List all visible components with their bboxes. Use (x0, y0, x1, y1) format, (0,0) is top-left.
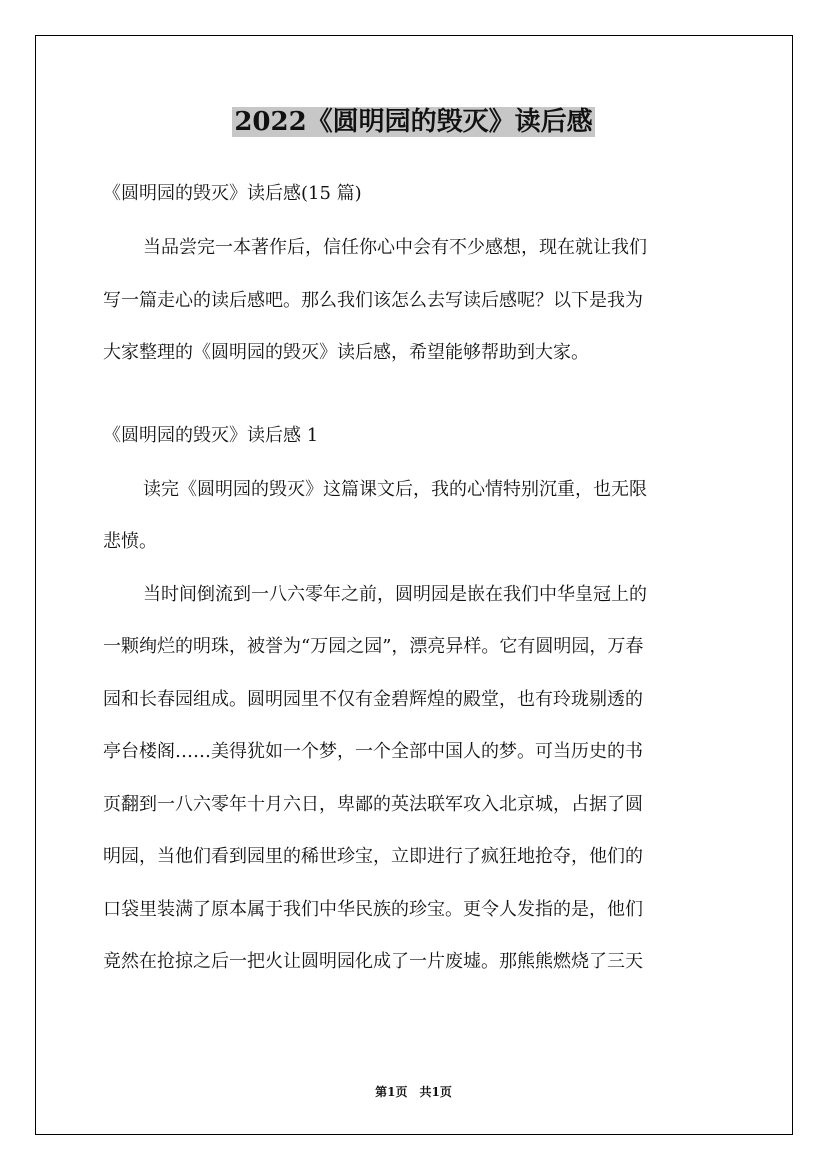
paragraph-line: 当时间倒流到一八六零年之前，圆明园是嵌在我们中华皇冠上的 (143, 583, 647, 605)
paragraph-line: 一颗绚烂的明珠，被誉为“万园之园”，漂亮异样。它有圆明园，万春 (103, 636, 644, 657)
paragraph-line: 明园，当他们看到园里的稀世珍宝，立即进行了疯狂地抢夺，他们的 (103, 846, 643, 867)
document-title (0, 100, 827, 144)
intro-line: 写一篇走心的读后感吧。那么我们该怎么去写读后感呢？以下是我为 (103, 289, 643, 311)
intro-line: 大家整理的《圆明园的毁灭》读后感，希望能够帮助到大家。 (103, 342, 589, 363)
document-title-text: 2022《圆明园的毁灭》读后感 (234, 107, 593, 137)
paragraph-line: 亭台楼阁……美得犹如一个梦，一个全部中国人的梦。可当历史的书 (103, 741, 643, 762)
paragraph-line: 悲愤。 (103, 531, 157, 552)
paragraph-line: 竟然在抢掠之后一把火让圆明园化成了一片废墟。那熊熊燃烧了三天 (103, 951, 643, 972)
document-body (103, 174, 728, 995)
paragraph-line: 读完《圆明园的毁灭》这篇课文后，我的心情特别沉重，也无限 (143, 478, 647, 500)
intro-line: 当品尝完一本著作后，信任你心中会有不少感想，现在就让我们 (143, 237, 647, 258)
page-footer: 第1页 共1页 (375, 1085, 452, 1099)
paragraph-line: 园和长春园组成。圆明园里不仅有金碧辉煌的殿堂，也有玲珑剔透的 (103, 688, 643, 710)
paragraph-2 (103, 575, 728, 995)
intro-paragraph (103, 228, 728, 386)
paragraph-line: 口袋里装满了原本属于我们中华民族的珍宝。更令人发指的是，他们 (103, 898, 643, 920)
document-subtitle: 《圆明园的毁灭》读后感(15 篇) (103, 183, 362, 204)
paragraph-1 (103, 470, 728, 575)
section-heading: 《圆明园的毁灭》读后感 1 (103, 424, 319, 446)
paragraph-line: 页翻到一八六零年十月六日，卑鄙的英法联军攻入北京城，占据了圆 (103, 793, 643, 815)
